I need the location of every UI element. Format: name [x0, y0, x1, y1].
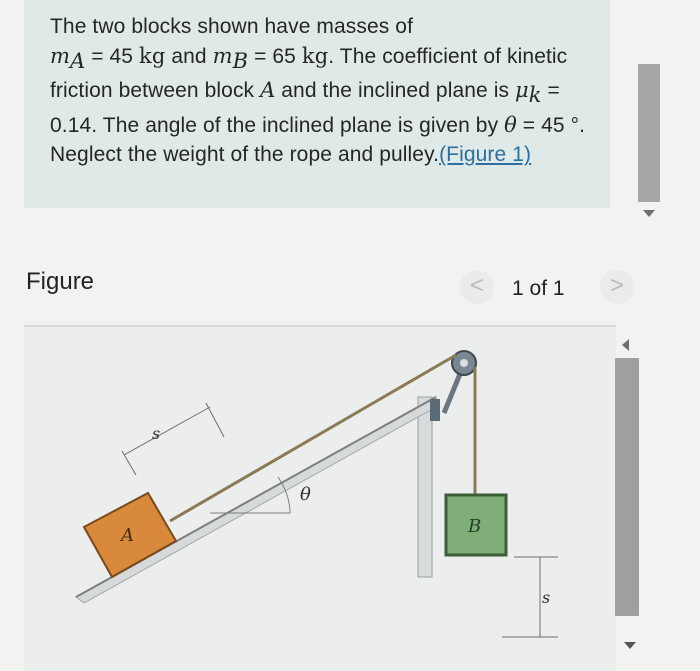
block-a: [84, 493, 176, 577]
figure-link[interactable]: (Figure 1): [439, 143, 532, 167]
mu-subscript: k: [528, 83, 542, 108]
problem-statement-box: [24, 0, 610, 208]
mass-b-value: = 65: [248, 44, 302, 68]
mu-symbol: μ: [515, 78, 529, 103]
angle-text: . The angle of the inclined plane is given by: [91, 113, 505, 137]
support-post: [418, 397, 432, 577]
next-figure-button[interactable]: >: [600, 270, 634, 304]
s-dimension-line-incline: [124, 407, 210, 455]
figure-page-count: 1 of 1: [512, 277, 565, 300]
pulley-bracket: [430, 399, 440, 421]
mass-b-subscript: B: [232, 48, 249, 73]
theta-label: θ: [300, 484, 311, 505]
rope-incline: [170, 355, 456, 521]
problem-text: [50, 12, 606, 170]
s-label-vertical: s: [542, 588, 551, 607]
figure-scroll-down-arrow-icon[interactable]: [624, 642, 636, 649]
figure-scroll-up-arrow-icon[interactable]: [622, 339, 629, 351]
s-tick-left: [122, 451, 136, 475]
s-tick-right: [206, 403, 224, 437]
mass-a-symbol: m: [50, 43, 71, 68]
problem-scroll-down-arrow-icon[interactable]: [643, 210, 655, 217]
theta-symbol: θ: [504, 112, 517, 137]
figure-scrollbar-thumb[interactable]: [615, 358, 639, 616]
mass-a-value: = 45: [85, 44, 140, 68]
mass-b-symbol: m: [212, 43, 233, 68]
plane-text: and the inclined plane is: [275, 79, 516, 103]
problem-scrollbar-thumb[interactable]: [638, 64, 660, 202]
neglect-text: . Neglect the weight of the rope and pulley.: [50, 113, 586, 167]
previous-figure-button[interactable]: <: [460, 270, 494, 304]
problem-line-intro: The two blocks shown have masses of: [50, 15, 414, 38]
block-b-label: B: [468, 516, 482, 537]
pulley-axle: [460, 359, 468, 367]
theta-value: = 45 °: [516, 113, 580, 137]
block-a-label: A: [121, 525, 134, 546]
friction-text: . The coefficient of kinetic friction between block: [50, 44, 568, 103]
block-a-ref: A: [260, 78, 276, 103]
block-b: [446, 495, 506, 555]
mass-b-unit: kg: [301, 43, 329, 68]
figure-heading: Figure: [26, 268, 95, 295]
mass-a-subscript: A: [70, 48, 86, 73]
and-text: and: [165, 44, 213, 68]
incline-pulley-diagram: [24, 327, 616, 671]
figure-panel: [24, 325, 616, 671]
mu-value: = 0.14: [50, 79, 560, 137]
mass-a-unit: kg: [139, 43, 166, 68]
pulley-arm: [444, 369, 462, 413]
s-label-incline: s: [152, 424, 161, 443]
